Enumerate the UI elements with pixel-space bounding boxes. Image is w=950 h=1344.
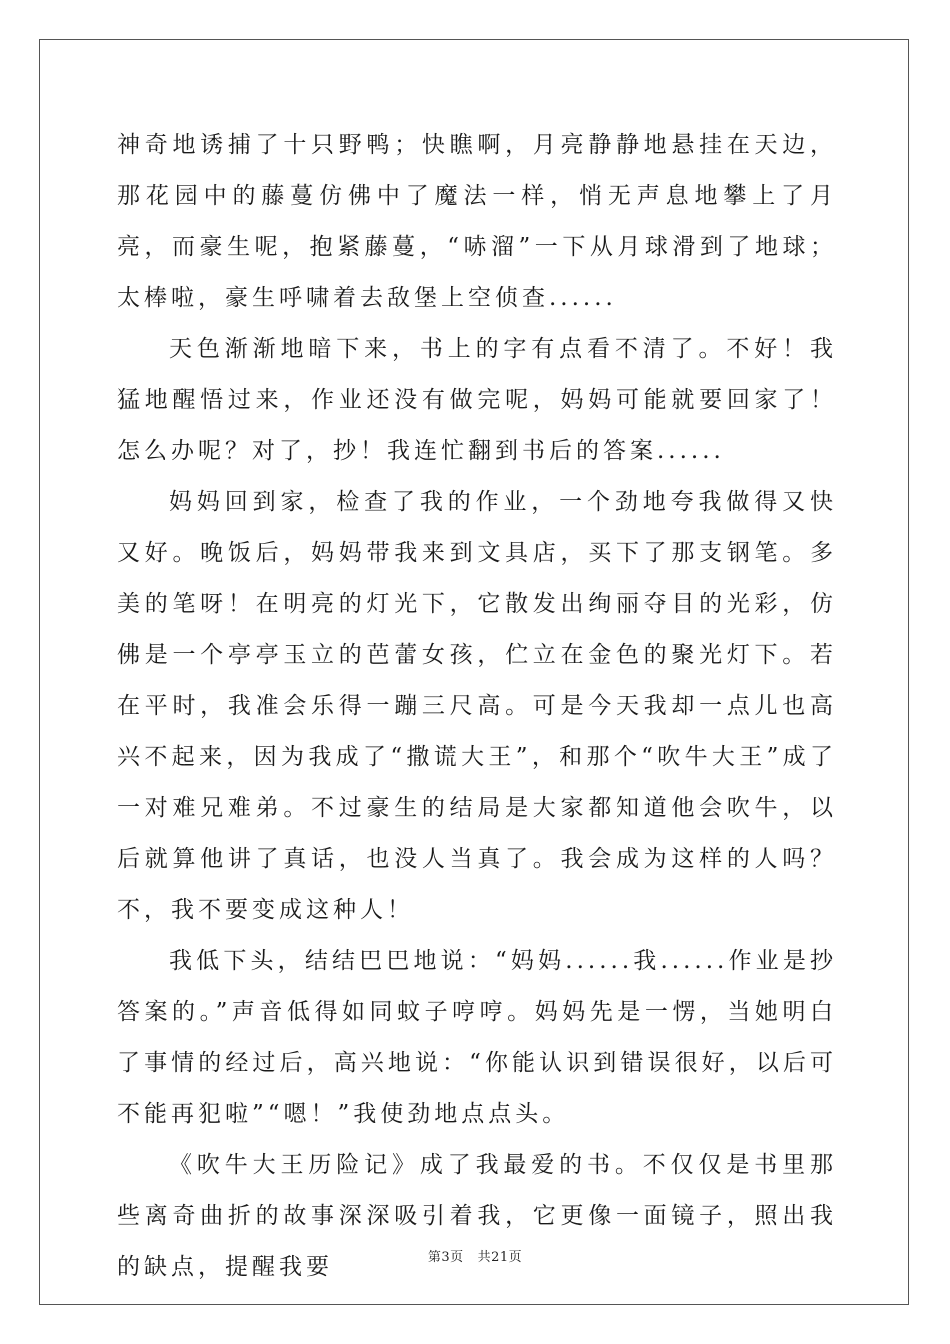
paragraph-5: 《吹牛大王历险记》成了我最爱的书。不仅仅是书里那些离奇曲折的故事深深吸引着我，它更像一面镜子，照出我的缺点，提醒我要	[117, 1152, 837, 1280]
page-number: 第3页	[427, 1250, 464, 1265]
paragraph-1: 神奇地诱捕了十只野鸭；快瞧啊，月亮静静地悬挂在天边，那花园中的藤蔓仿佛中了魔法一样，悄无声息地攀上了月亮，而豪生呢，抱紧藤蔓，“哧溜”一下从月球滑到了地球；太棒啦，豪生呼啸着去敌堡上空侦查......	[117, 132, 837, 311]
document-body	[117, 120, 837, 1293]
paragraph-4: 我低下头，结结巴巴地说：“妈妈......我......作业是抄答案的。”声音低得如同蚊子哼哼。妈妈先是一愣，当她明白了事情的经过后，高兴地说：“你能认识到错误很好，以后可不能再犯啦”“嗯！”我使劲地点点头。	[117, 948, 837, 1127]
total-pages: 共21页	[477, 1250, 523, 1265]
paragraph-2: 天色渐渐地暗下来，书上的字有点看不清了。不好！我猛地醒悟过来，作业还没有做完呢，妈妈可能就要回家了！怎么办呢？对了，抄！我连忙翻到书后的答案......	[117, 336, 837, 464]
paragraph-3: 妈妈回到家，检查了我的作业，一个劲地夸我做得又快又好。晚饭后，妈妈带我来到文具店，买下了那支钢笔。多美的笔呀！在明亮的灯光下，它散发出绚丽夺目的光彩，仿佛是一个亭亭玉立的芭蕾女孩，伫立在金色的聚光灯下。若在平时，我准会乐得一蹦三尺高。可是今天我却一点儿也高兴不起来，因为我成了“撒谎大王”，和那个“吹牛大王”成了一对难兄难弟。不过豪生的结局是大家都知道他会吹牛，以后就算他讲了真话，也没人当真了。我会成为这样的人吗？不，我不要变成这种人！	[117, 489, 837, 923]
page-footer	[0, 1246, 950, 1265]
